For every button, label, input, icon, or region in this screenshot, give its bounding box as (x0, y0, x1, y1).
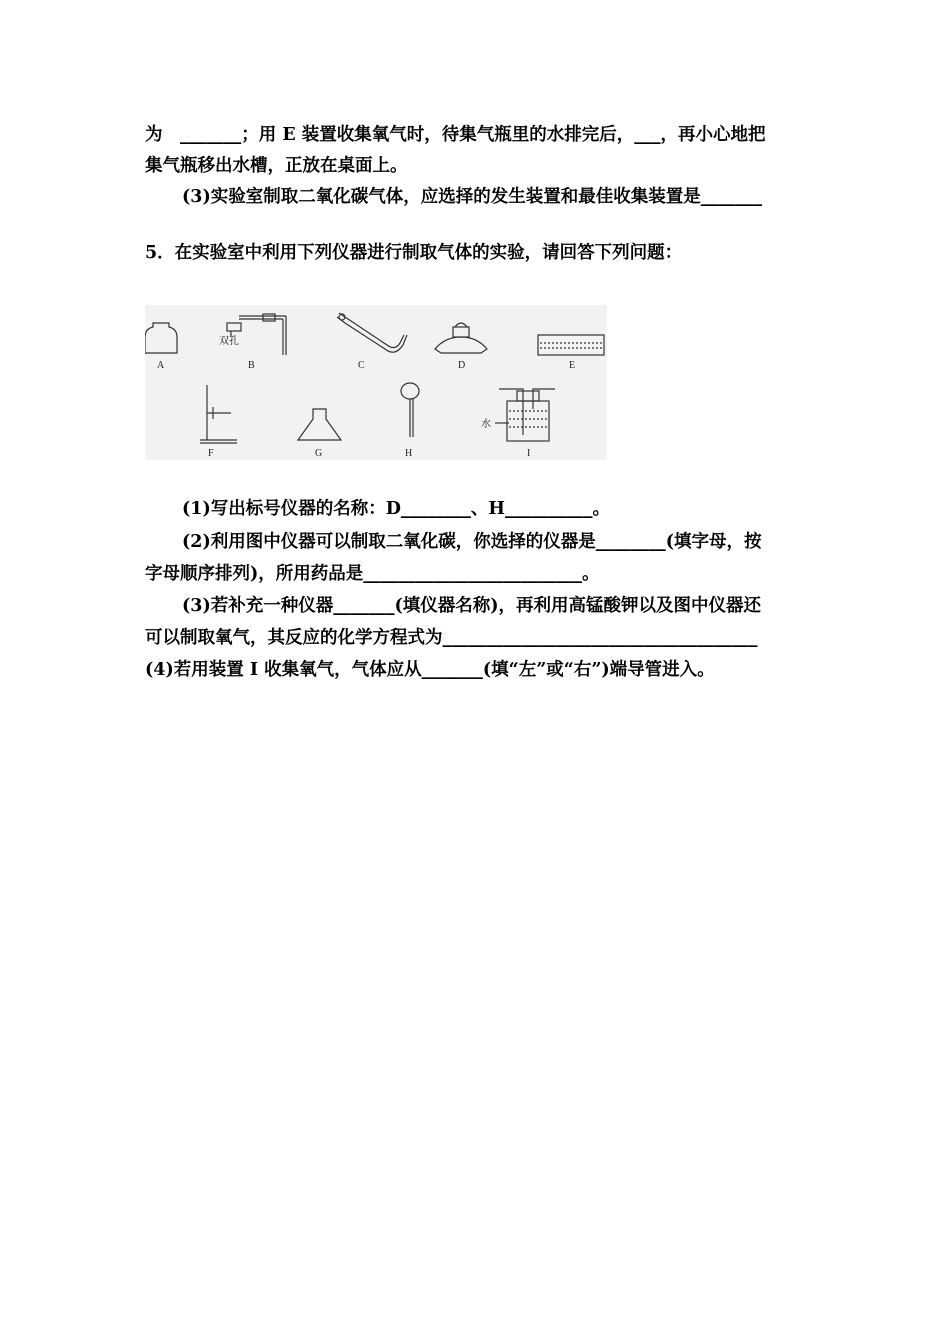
label-a: A (157, 360, 165, 371)
sub-question-3-continued: 可以制取氧气，其反应的化学方程式为____________________________________ (145, 628, 758, 648)
label-i: I (527, 448, 531, 459)
question-5-heading: 5．在实验室中利用下列仪器进行制取气体的实验，请回答下列问题： (145, 243, 683, 263)
sub-question-1: (1)写出标号仪器的名称：D________、H__________。 (182, 499, 610, 519)
apparatus-figure (145, 305, 607, 460)
label-h: H (405, 448, 413, 459)
sub-question-2-continued: 字母顺序排列)，所用药品是_________________________。 (145, 564, 600, 584)
label-double-hole: 双孔 (219, 336, 239, 347)
text-line-3: (3)实验室制取二氧化碳气体，应选择的发生装置和最佳收集装置是_______ (182, 187, 762, 207)
sub-question-4: (4)若用装置 I 收集氧气，气体应从_______(填“左”或“右”)端导管进入。 (145, 660, 715, 680)
label-b: B (248, 360, 255, 371)
sub-question-3: (3)若补充一种仪器_______(填仪器名称)，再利用高锰酸钾以及图中仪器还 (182, 596, 762, 616)
label-c: C (358, 360, 365, 371)
text-line-2: 集气瓶移出水槽，正放在桌面上。 (145, 156, 408, 176)
label-water: 水 (481, 419, 491, 430)
sub-question-2: (2)利用图中仪器可以制取二氧化碳，你选择的仪器是________(填字母，按 (182, 532, 762, 552)
text-line-1: 为 _______；用 E 装置收集氧气时，待集气瓶里的水排完后，___，再小心地把 (145, 125, 766, 145)
label-e: E (569, 360, 576, 371)
label-f: F (208, 448, 214, 459)
label-g: G (315, 448, 323, 459)
label-d: D (458, 360, 466, 371)
